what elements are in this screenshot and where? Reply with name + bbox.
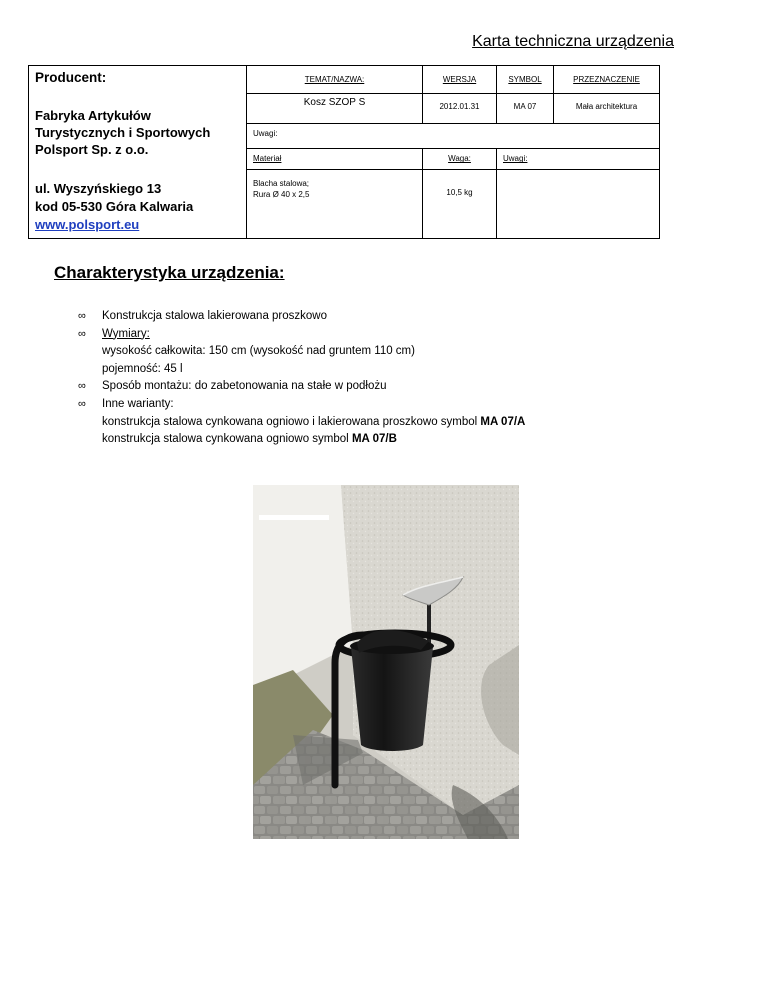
producer-address xyxy=(35,180,240,234)
material-value xyxy=(247,170,423,239)
producer-name xyxy=(35,107,240,158)
value-name: Kosz SZOP S xyxy=(247,94,423,124)
list-item xyxy=(78,378,525,396)
item-sub xyxy=(102,414,525,432)
material-line: Rura Ø 40 x 2,5 xyxy=(253,190,310,200)
value-version: 2012.01.31 xyxy=(423,94,497,124)
product-photo xyxy=(253,485,519,839)
document-title: Karta techniczna urządzenia xyxy=(472,33,674,50)
characteristics-list xyxy=(78,308,525,449)
producer-name-line: Polsport Sp. z o.o. xyxy=(35,142,149,157)
item-text: Wymiary: xyxy=(102,327,150,340)
item-text: Konstrukcja stalowa lakierowana proszkowo xyxy=(102,310,327,322)
litter-bin-photo xyxy=(253,485,519,839)
website-link[interactable]: www.polsport.eu xyxy=(35,217,140,232)
list-item xyxy=(78,308,525,326)
variant-b-symbol: MA 07/B xyxy=(351,433,397,446)
item-text: Sposób montażu: do zabetonowania na stałe w podłożu xyxy=(102,380,387,393)
header-purpose: PRZEZNACZENIE xyxy=(554,66,660,94)
value-symbol: MA 07 xyxy=(497,94,554,124)
weight-value: 10,5 kg xyxy=(423,170,497,239)
producer-label: Producent: xyxy=(35,70,107,85)
material-header: Materiał xyxy=(247,149,423,170)
address-line: ul. Wyszyńskiego 13 xyxy=(35,181,162,196)
bullet-icon: ∞ xyxy=(78,327,86,340)
producer-cell xyxy=(29,66,247,239)
header-name: TEMAT/NAZWA: xyxy=(247,66,423,94)
variant-a-text: konstrukcja stalowa cynkowana ogniowo i lakierowana proszkowo symbol xyxy=(102,415,481,428)
item-text: Inne warianty: xyxy=(102,397,174,410)
characteristics-heading: Charakterystyka urządzenia: xyxy=(54,263,285,282)
bullet-icon: ∞ xyxy=(78,397,86,410)
bullet-icon: ∞ xyxy=(78,380,86,393)
remarks-label: Uwagi: xyxy=(247,124,660,149)
list-item xyxy=(78,396,525,449)
item-sub xyxy=(102,431,525,449)
header-symbol: SYMBOL xyxy=(497,66,554,94)
producer-name-line: Turystycznych i Sportowych xyxy=(35,125,211,140)
material-line: Blacha stalowa; xyxy=(253,179,310,189)
item-sub: wysokość całkowita: 150 cm (wysokość nad gruntem 110 cm) xyxy=(102,345,415,358)
bullet-icon: ∞ xyxy=(78,310,86,322)
spec-table xyxy=(28,65,660,239)
weight-header: Waga: xyxy=(423,149,497,170)
value-purpose: Mała architektura xyxy=(554,94,660,124)
variant-b-text: konstrukcja stalowa cynkowana ogniowo symbol xyxy=(102,433,352,446)
header-version: WERSJA xyxy=(423,66,497,94)
remarks-header: Uwagi: xyxy=(497,149,660,170)
variant-a-symbol: MA 07/A xyxy=(480,415,526,428)
remarks-value xyxy=(497,170,660,239)
list-item xyxy=(78,326,525,379)
address-line: kod 05-530 Góra Kalwaria xyxy=(35,199,194,214)
item-sub: pojemność: 45 l xyxy=(102,362,183,375)
producer-name-line: Fabryka Artykułów xyxy=(35,108,151,123)
